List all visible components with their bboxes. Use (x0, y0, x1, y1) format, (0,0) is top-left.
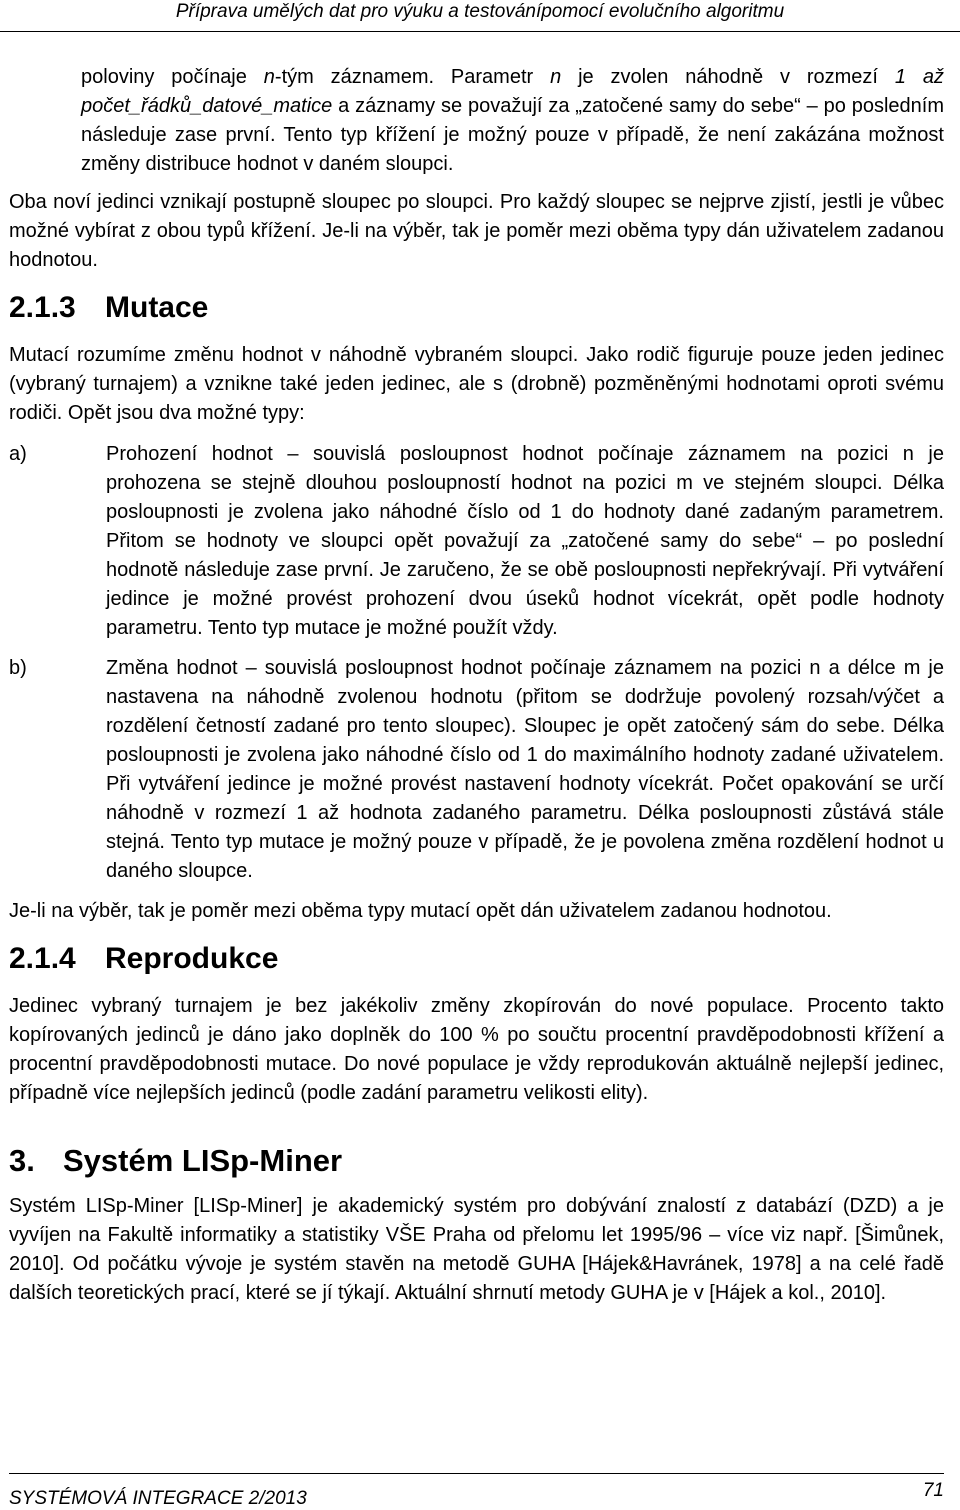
list-item (9, 440, 944, 643)
heading-mutace (9, 289, 944, 327)
running-header (0, 0, 960, 32)
list-item-text: Změna hodnot – souvislá posloupnost hodnot počínaje záznamem na pozici n a délce m je nastavena na náhodně zvolenou hodnotu (přitom se dodržuje povolený rozsah/výčet a rozdělení četností zadané pro tento sloupec). Sloupec je opět zatočený sám do sebe. Délka posloupnosti je zvolena jako náhodné číslo od 1 do maximálního hodnoty zadané uživatelem. Při vytváření jedince je možné provést nastavení hodnoty vícekrát. Počet opakování se určí náhodně v rozmezí 1 až hodnota zadaného parametru. Délka posloupnosti zůstává stále stejná. Tento typ mutace je možný pouze v případě, že je povolena změna rozdělení hodnot u daného sloupce. (106, 657, 944, 882)
list-item (9, 654, 944, 886)
heading-title: Systém LISp-Miner (63, 1143, 343, 1178)
heading-lisp-miner (9, 1142, 944, 1180)
paragraph-children: Oba noví jedinci vznikají postupně sloupec po sloupci. Pro každý sloupec se nejprve zjistí, jestli je vůbec možné vybírat z obou typů křížení. Je-li na výběr, tak je poměr mezi oběma typy dán uživatelem zadanou hodnotou. (9, 191, 944, 271)
page-number: 71 (922, 1480, 944, 1501)
list-marker: a) (9, 443, 27, 465)
page-content (9, 63, 944, 1308)
paragraph-reprodukce: Jedinec vybraný turnajem je bez jakékoliv změny zkopírován do nové populace. Procento takto kopírovaných jedinců je dáno jako doplněk do 100 % po součtu procentní pravděpodobnosti křížení a procentní pravděpodobnosti mutace. Do nové populace je vždy reprodukován aktuálně nejlepší jedinec, případně více nejlepších jedinců (podle zadání parametru velikosti elity). (9, 995, 944, 1104)
list-marker: b) (9, 657, 27, 679)
paragraph-lisp-miner: Systém LISp-Miner [LISp-Miner] je akademický systém pro dobývání znalostí z databází (DZD) a je vyvíjen na Fakultě informatiky a statistiky VŠE Praha od přelomu let 1995/96 – více viz např. [Šimůnek, 2010]. Od počátku vývoje je systém stavěn na metodě GUHA [Hájek&Havránek, 1978] a na celé řadě dalších teoretických prací, které se jí týkají. Aktuální shrnutí metody GUHA je v [Hájek a kol., 2010]. (9, 1195, 944, 1304)
paragraph-mutation-ratio: Je-li na výběr, tak je poměr mezi oběma typy mutací opět dán uživatelem zadanou hodnotou. (9, 900, 832, 922)
paragraph-crossover-continuation: poloviny počínaje n-tým záznamem. Parametr n je zvolen náhodně v rozmezí 1 až počet_řádků_datové_matice a záznamy se považují za „zatočené samy do sebe“ – po posledním následuje zase první. Tento typ křížení je možný pouze v případě, že není zakázána možnost změny distribuce hodnot v daném sloupci. (81, 66, 945, 175)
paragraph-mutace: Mutací rozumíme změnu hodnot v náhodně vybraném sloupci. Jako rodič figuruje pouze jeden jedinec (vybraný turnajem) a vznikne také jeden jedinec, ale s (drobně) pozměněnými hodnotami oproti svému rodiči. Opět jsou dva možné typy: (9, 344, 944, 424)
journal-title: SYSTÉMOVÁ INTEGRACE 2/2013 (9, 1488, 307, 1509)
heading-title: Reprodukce (105, 942, 279, 975)
heading-reprodukce (9, 940, 944, 978)
page-footer (9, 1473, 944, 1508)
running-title: Příprava umělých dat pro výuku a testovánípomocí evolučního algoritmu (175, 1, 785, 22)
list-item-text: Prohození hodnot – souvislá posloupnost hodnot počínaje záznamem na pozici n je prohozena se stejně dlouhou posloupností hodnot na pozici m ve stejném sloupci. Délka posloupnosti je zvolena jako náhodné číslo od 1 do hodnoty dané zadaným parametrem. Přitom se hodnoty ve sloupci opět považují za „zatočené samy do sebe“ – po poslední hodnotě následuje zase první. Je zaručeno, že se obě posloupnosti nepřekrývají. Při vytváření jedince je možné provést prohození dvou úseků hodnot vícekrát, opět podle hodnoty parametru. Tento typ mutace je možné použít vždy. (106, 443, 944, 639)
heading-title: Mutace (105, 291, 209, 324)
mutation-types-list (9, 440, 944, 886)
heading-number: 2.1.3 (9, 291, 76, 324)
heading-number: 2.1.4 (9, 942, 76, 975)
heading-number: 3. (9, 1143, 35, 1178)
